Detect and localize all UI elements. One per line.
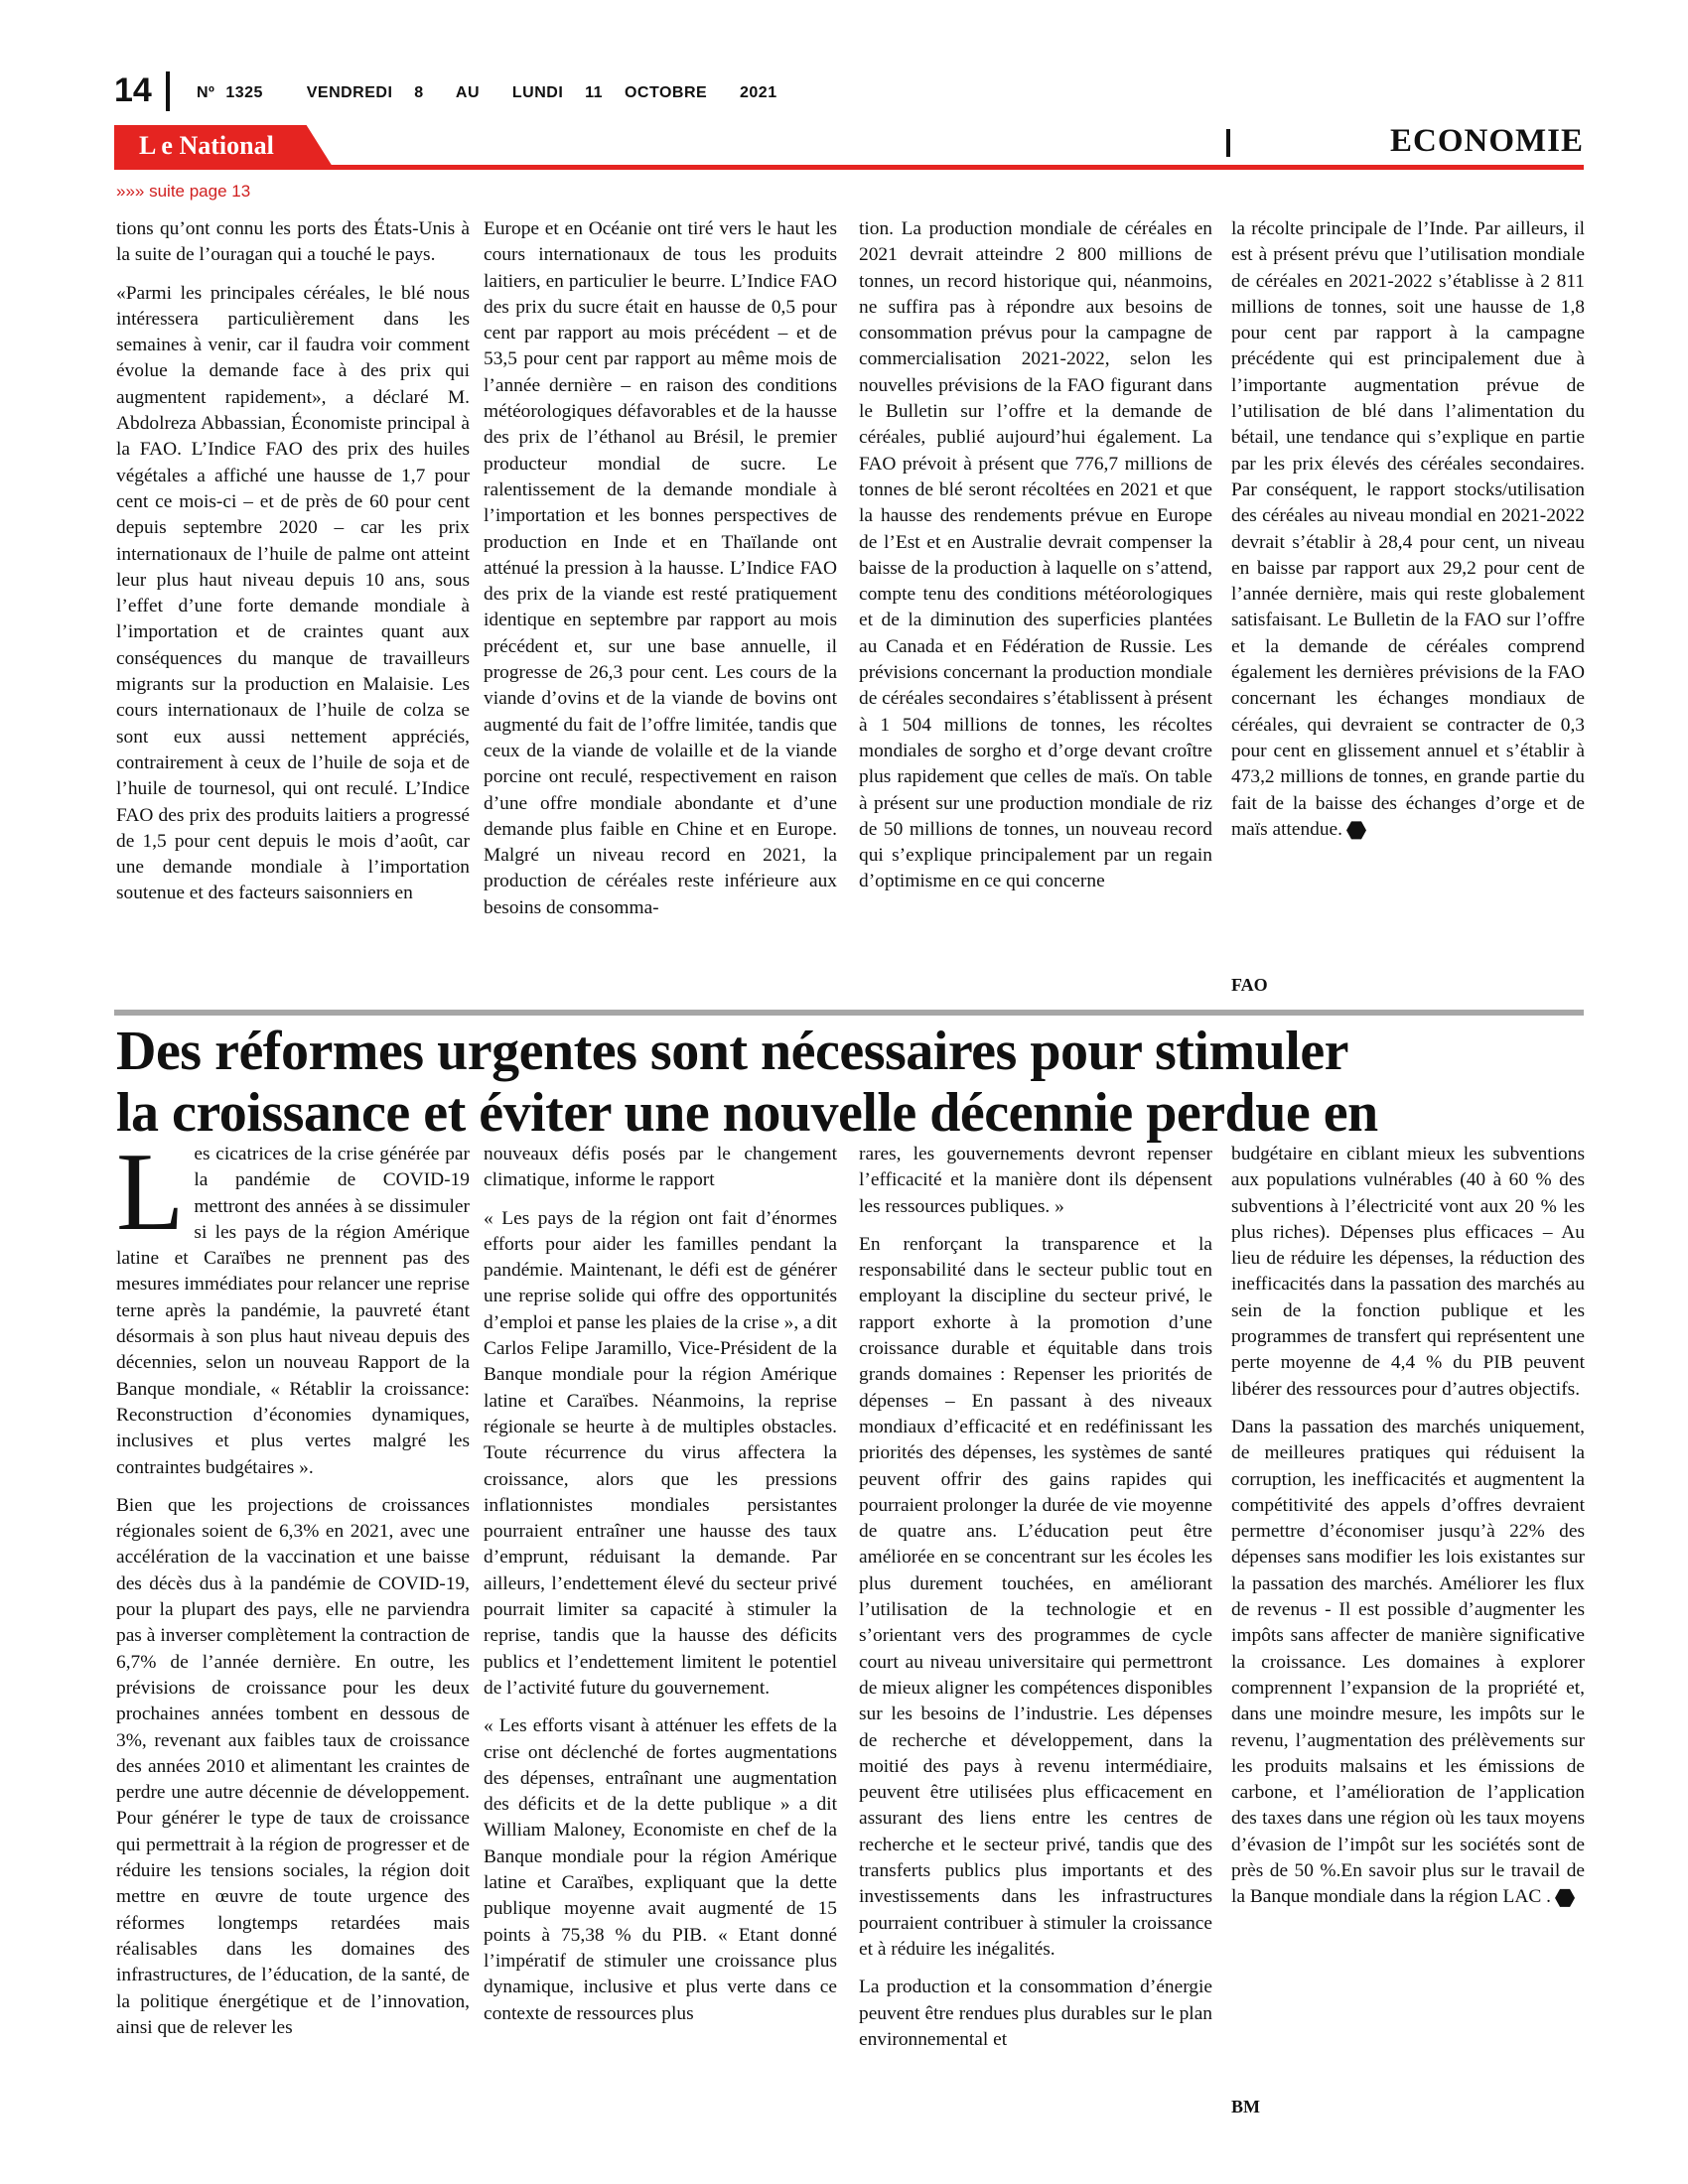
top-article-column-1 xyxy=(116,216,470,1011)
paragraph-text: Dans la passation des marchés uniquement, de meilleures pratiques qui réduisent la corruption, les inefficacités et augmentent la compétitivité des appels d’offres devraient permettre d’économiser jusqu’à 22% des dépenses sans modifier les lois existantes sur la passation des marchés. Améliorer les flux de revenus - Il est possible d’augmenter les impôts sans affecter de manière significative la croissance. Les domaines à explorer comprennent l’expansion de la propriété et, dans une moindre mesure, les impôts sur le revenu, l’augmentation des prélèvements sur les produits malsains et les émissions de carbone, et l’amélioration de l’application des taxes dans une région où les taux moyens d’évasion de l’impôt sur les sociétés sont de près de 50 %.En savoir plus sur le travail de la Banque mondiale dans la région LAC . xyxy=(1231,1416,1585,1908)
headline-line-2: la croissance et éviter une nouvelle décennie perdue en xyxy=(116,1082,1378,1144)
paragraph: «Parmi les principales céréales, le blé nous intéressera particulièrement dans les semaines à venir, car il faudra voir comment évolue la demande face à des prix qui augmentent rapidement», a déclaré M. Abdolreza Abbassian, Économiste principal à la FAO. L’Indice FAO des prix des huiles végétales a affiché une hausse de 1,7 pour cent ce mois-ci – et de près de 60 pour cent depuis septembre 2020 – car les prix internationaux de l’huile de palme ont atteint leur plus haut niveau depuis 10 ans, sous l’effet d’une forte demande mondiale à l’importation et de craintes quant aux conséquences du manque de travailleurs migrants sur la production en Malaisie. Les cours internationaux de l’huile de colza se sont eux aussi nettement appréciés, contrairement à ceux de l’huile de soja et de l’huile de tournesol, qui ont reculé. L’Indice FAO des prix des produits laitiers a progressé de 1,5 pour cent depuis le mois d’août, car une demande mondiale à l’importation soutenue et des facteurs saisonniers en xyxy=(116,282,470,904)
paragraph: rares, les gouvernements devront repenser l’efficacité et la manière dont ils dépensent les ressources publiques. » xyxy=(859,1144,1212,1217)
top-article-column-4 xyxy=(1231,216,1585,931)
section-divider xyxy=(1226,129,1230,157)
paragraph xyxy=(1231,1415,1585,1911)
page-number-divider xyxy=(166,71,170,111)
paragraph: tions qu’ont connu les ports des États-Unis à la suite de l’ouragan qui a touché le pays. xyxy=(116,218,470,266)
bottom-article-column-1 xyxy=(116,1142,470,2124)
paragraph xyxy=(1231,216,1585,843)
paragraph: budgétaire en ciblant mieux les subventions aux populations vulnérables (40 à 60 % des subventions à l’électricité vont aux 20 % les plus riches). Dépenses plus efficaces – Au lieu de réduire les dépenses, la réduction des inefficacités dans la passation des marchés au sein de la fonction publique et les programmes de transfert qui représentent une perte moyenne de 4,4 % du PIB peuvent libérer des ressources pour d’autres objectifs. xyxy=(1231,1144,1585,1400)
paragraph-text: la récolte principale de l’Inde. Par ailleurs, il est à présent prévu que l’utilisation mondiale de céréales en 2021-2022 s’établisse à 2 811 millions de tonnes, soit une hausse de 1,8 pour cent par rapport à la campagne précédente qui est principalement due à l’importante augmentation prévue de l’utilisation de blé dans l’alimentation du bétail, une tendance qui s’explique en partie par les prix élevés des céréales secondaires. Par conséquent, le rapport stocks/utilisation des céréales au niveau mondial en 2021-2022 devrait s’établir à 28,4 pour cent, un niveau en baisse par rapport aux 29,2 pour cent de l’année dernière, mais qui reste globalement satisfaisant. Le Bulletin de la FAO sur l’offre et la demande de céréales comprend également les dernières prévisions de la FAO concernant les échanges mondiaux de céréales, qui devraient se contracter de 0,3 pour cent en glissement annuel et s’établir à 473,2 millions de tonnes, en grande partie du fait de la baisse des échanges d’orge et de maïs attendue. xyxy=(1231,218,1585,840)
top-article-column-2 xyxy=(484,216,837,1011)
bottom-article-column-3 xyxy=(859,1142,1212,2124)
top-article-signature: FAO xyxy=(1231,975,1268,995)
bottom-article-column-2 xyxy=(484,1142,837,2124)
paragraph: Europe et en Océanie ont tiré vers le haut les cours internationaux de tous les produits laitiers, en particulier le beurre. L’Indice FAO des prix du sucre était en hausse de 0,5 pour cent par rapport au mois précédent – et de 53,5 pour cent par rapport au même mois de l’année dernière – en raison des conditions météorologiques défavorables et de la hausse des prix de l’éthanol au Brésil, le premier producteur mondial de sucre. Le ralentissement de la demande mondiale à l’importation et les bonnes perspectives de production en Inde et en Thaïlande ont atténué la pression à la hausse. L’Indice FAO des prix de la viande est resté pratiquement identique en septembre par rapport au mois précédent et, sur une base annuelle, il progresse de 26,3 pour cent. Les cours de la viande d’ovins et de la viande de bovins ont augmenté du fait de l’offre limitée, tandis que ceux de la viande de volaille et de la viande porcine ont reculé, respectivement en raison d’une offre mondiale abondante et d’une demande plus faible en Chine et en Europe. Malgré un niveau record en 2021, la production de céréales reste inférieure aux besoins de consomma- xyxy=(484,218,837,918)
headline-line-1: Des réformes urgentes sont nécessaires pour stimuler xyxy=(116,1021,1349,1082)
paragraph: En renforçant la transparence et la responsabilité dans le secteur public tout en employant la discipline du secteur privé, le rapport exhorte à la promotion d’une croissance durable et équitable dans trois grands domaines : Repenser les priorités de dépenses – En passant à des niveaux mondiaux d’efficacité et en redéfinissant les priorités des dépenses, les systèmes de santé peuvent offrir des gains rapides qui pourraient prolonger la durée de vie moyenne de quatre ans. L’éducation peut être améliorée en se concentrant sur les écoles les plus durement touchées, en améliorant l’utilisation de la technologie et en s’orientant vers des programmes de cycle court au niveau universitaire qui permettront de mieux aligner les compétences disponibles sur les besoins de l’industrie. Les dépenses de recherche et développement, dans la moitié des pays à revenu intermédiaire, peuvent être utilisées plus efficacement en assurant des liens entre les centres de recherche et le secteur privé, tandis que des transferts publics plus importants et des investissements dans les infrastructures pourraient contribuer à stimuler la croissance et à réduire les inégalités. xyxy=(859,1233,1212,1960)
section-title: ECONOMIE xyxy=(1389,123,1584,159)
top-article-column-3 xyxy=(859,216,1212,1011)
article-headline xyxy=(116,1021,1586,1144)
article-separator xyxy=(114,1010,1584,1016)
paragraph-text: es cicatrices de la crise générée par la pandémie de COVID-19 mettront des années à se dissimuler si les pays de la région Amérique latine et Caraïbes ne prennent pas des mesures immédiates pour relancer une reprise terne après la pandémie, la pauvreté étant désormais à son plus haut niveau depuis des décennies, selon un nouveau Rapport de la Banque mondiale, « Rétablir la croissance: Reconstruction d’économies dynamiques, inclusives et plus vertes malgré les contraintes budgétaires ». xyxy=(116,1144,470,1478)
brand-name: L e National xyxy=(139,131,274,160)
paragraph: nouveaux défis posés par le changement climatique, informe le rapport xyxy=(484,1144,837,1191)
paragraph: Bien que les projections de croissances régionales soient de 6,3% en 2021, avec une accélération de la vaccination et une baisse des décès dus à la pandémie de COVID-19, pour la plupart des pays, elle ne parviendra pas à inverser complètement la contraction de 6,7% de l’année dernière. En outre, les prévisions de croissance pour les deux prochaines années tombent en dessous de 3%, revenant aux faibles taux de croissance des années 2010 et alimentant les craintes de perdre une autre décennie de développement. Pour générer le type de taux de croissance qui permettrait à la région de progresser et de réduire les tensions sociales, la région doit mettre en œuvre de toute urgence des réformes longtemps retardées mais réalisables dans les domaines des infrastructures, de l’éducation, de la santé, de la politique énergétique et de l’innovation, ainsi que de relever les xyxy=(116,1494,470,2038)
bottom-article-column-4 xyxy=(1231,1142,1585,2035)
end-of-article-icon xyxy=(1346,820,1366,840)
end-of-article-icon xyxy=(1555,1888,1575,1908)
drop-cap: L xyxy=(116,1142,185,1254)
paragraph xyxy=(116,1142,470,1481)
paragraph: tion. La production mondiale de céréales en 2021 devrait atteindre 2 800 millions de tonnes, un record historique qui, néanmoins, ne suffira pas à répondre aux besoins de consommation prévus pour la campagne de commercialisation 2021-2022, selon les nouvelles prévisions de la FAO figurant dans le Bulletin sur l’offre et la demande de céréales, publié aujourd’hui également. La FAO prévoit à présent que 776,7 millions de tonnes de blé seront récoltées en 2021 et que la hausse des rendements prévue en Europe de l’Est et en Australie devrait compenser la baisse de la production à laquelle on s’attend, compte tenu des conditions météorologiques et de la diminution des superficies plantées au Canada et en Fédération de Russie. Les prévisions concernant la production mondiale de céréales secondaires s’établissent à présent à 1 504 millions de tonnes, les récoltes mondiales de sorgho et d’orge devant croître plus rapidement que celles de maïs. On table à présent sur une production mondiale de riz de 50 millions de tonnes, un nouveau record qui s’explique principalement par un regain d’optimisme en ce qui concerne xyxy=(859,218,1212,892)
paragraph: « Les efforts visant à atténuer les effets de la crise ont déclenché de fortes augmentations des dépenses, entraînant une augmentation des déficits et de la dette publique » a dit William Maloney, Economiste en chef de la Banque mondiale pour la région Amérique latine et Caraïbes, expliquant que la dette publique moyenne avait augmenté de 15 points à 75,38 % du PIB. « Etant donné l’impératif de stimuler une croissance plus dynamique, inclusive et plus verte dans ce contexte de ressources plus xyxy=(484,1715,837,2024)
issue-date-line: Nº 1325 VENDREDI 8 AU LUNDI 11 OCTOBRE 2021 xyxy=(197,84,777,101)
header-rule xyxy=(114,165,1584,170)
continued-from-link[interactable]: »»» suite page 13 xyxy=(116,182,251,201)
paragraph: « Les pays de la région ont fait d’énormes efforts pour aider les familles pendant la pandémie. Maintenant, le défi est de générer une reprise solide qui offre des opportunités d’emploi et panse les plaies de la crise », a dit Carlos Felipe Jaramillo, Vice-Président de la Banque mondiale pour la région Amérique latine et Caraïbes. Néanmoins, la reprise régionale se heurte à de multiples obstacles. Toute récurrence du virus affectera la croissance, alors que les pressions inflationnistes mondiales persistantes pourraient entraîner une hausse des taux d’emprunt, réduisant la demande. Par ailleurs, l’endettement élevé du secteur privé pourrait limiter sa capacité à stimuler la reprise, tandis que la hausse des déficits publics et l’endettement limitent le potentiel de l’activité future du gouvernement. xyxy=(484,1207,837,1699)
paragraph: La production et la consommation d’énergie peuvent être rendues plus durables sur le plan environnemental et xyxy=(859,1977,1212,2050)
page-number: 14 xyxy=(114,71,152,109)
bottom-article-signature: BM xyxy=(1231,2097,1260,2116)
